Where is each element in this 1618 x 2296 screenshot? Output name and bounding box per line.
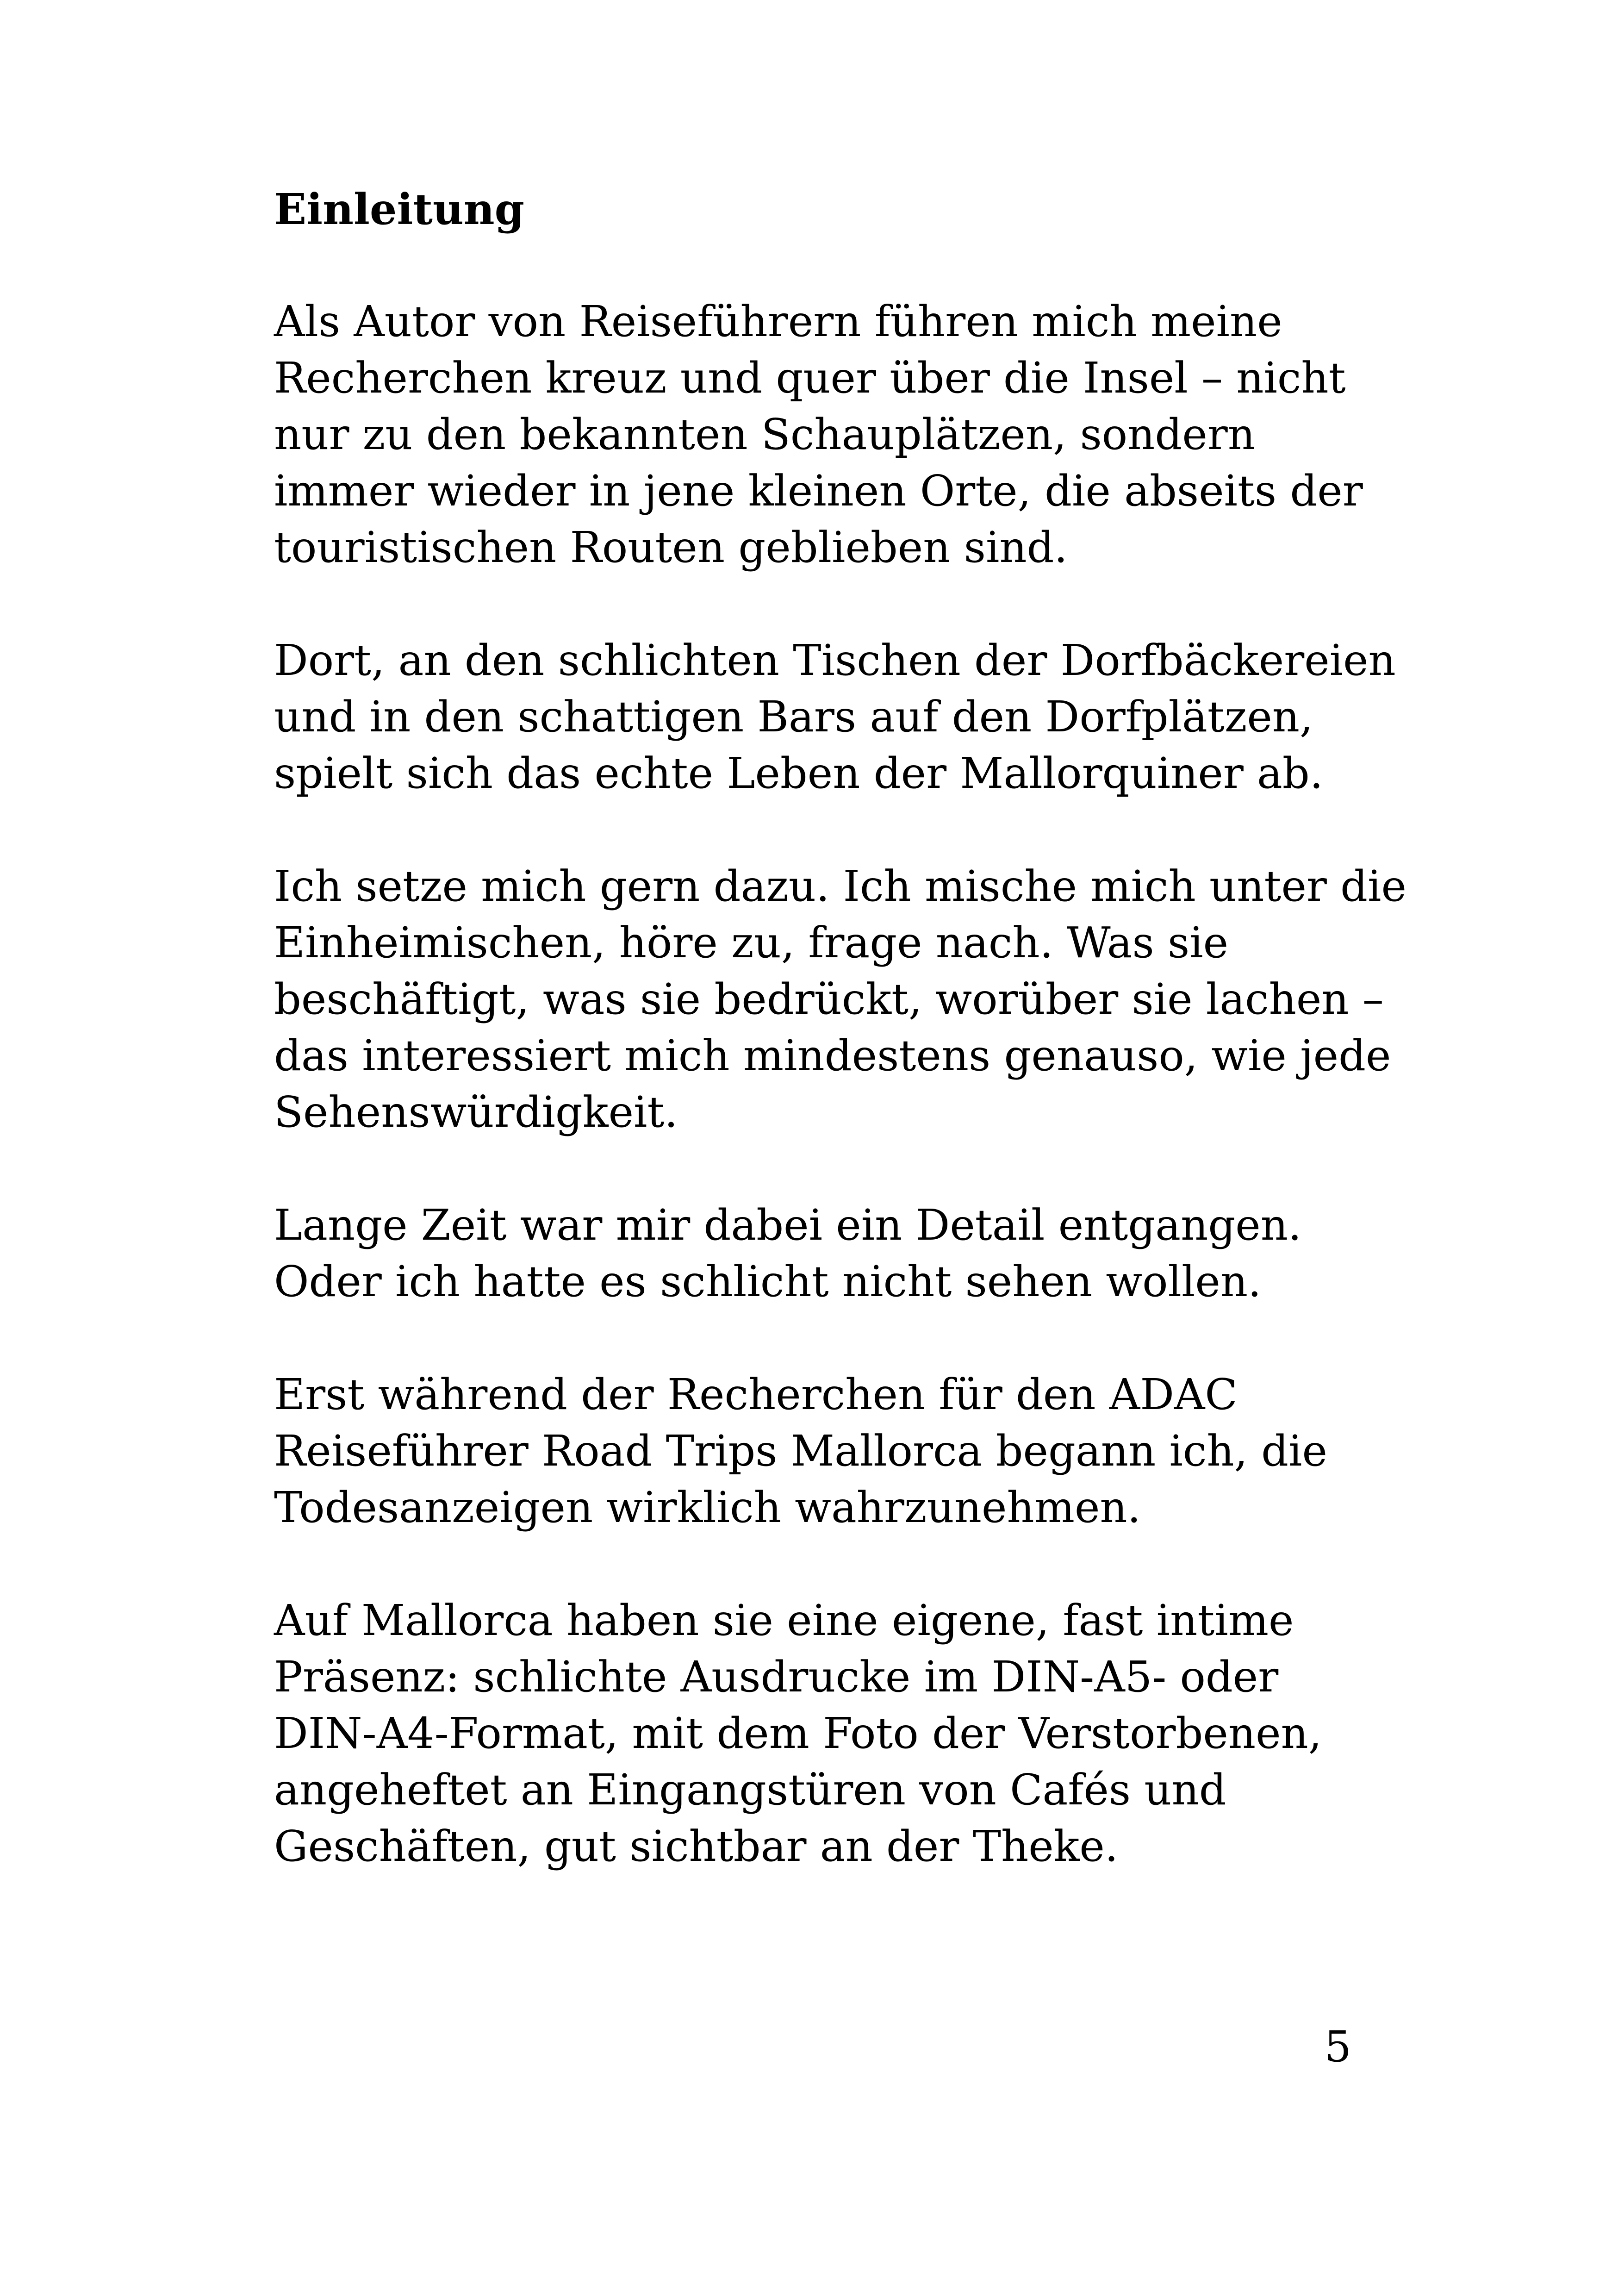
text-line: Oder ich hatte es schlicht nicht sehen wollen. (274, 1257, 1262, 1306)
paragraph-5 (274, 1366, 1366, 1536)
text-line: immer wieder in jene kleinen Orte, die abseits der (274, 466, 1363, 516)
text-line: touristischen Routen geblieben sind. (274, 523, 1068, 572)
text-line: Recherchen kreuz und quer über die Insel – nicht (274, 353, 1346, 403)
text-line: Einheimischen, höre zu, frage nach. Was sie (274, 918, 1229, 967)
paragraph-3 (274, 858, 1406, 1141)
text-line: Auf Mallorca haben sie eine eigene, fast intime (274, 1596, 1294, 1645)
text-line: und in den schattigen Bars auf den Dorfplätzen, (274, 692, 1313, 742)
text-line: Todesanzeigen wirklich wahrzunehmen. (274, 1483, 1141, 1532)
page-number: 5 (1324, 2022, 1351, 2071)
text-line: DIN-A4-Format, mit dem Foto der Verstorbenen, (274, 1709, 1322, 1758)
text-line: spielt sich das echte Leben der Mallorquiner ab. (274, 749, 1324, 798)
chapter-heading: Einleitung (274, 184, 524, 234)
text-line: Sehenswürdigkeit. (274, 1087, 678, 1137)
paragraph-6 (274, 1592, 1366, 1875)
text-line: nur zu den bekannten Schauplätzen, sondern (274, 410, 1255, 459)
paragraph-1 (274, 293, 1366, 576)
text-line: Reiseführer Road Trips Mallorca begann ich, die (274, 1426, 1327, 1476)
text-line: angeheftet an Eingangstüren von Cafés und (274, 1765, 1226, 1815)
paragraph-4 (274, 1197, 1366, 1310)
text-line: Ich setze mich gern dazu. Ich mische mich unter die (274, 861, 1406, 911)
text-line: das interessiert mich mindestens genauso, wie jede (274, 1031, 1391, 1080)
text-line: Dort, an den schlichten Tischen der Dorfbäckereien (274, 636, 1396, 685)
text-line: Als Autor von Reiseführern führen mich meine (274, 297, 1282, 346)
text-line: Erst während der Recherchen für den ADAC (274, 1370, 1238, 1419)
text-line: Geschäften, gut sichtbar an der Theke. (274, 1822, 1119, 1871)
text-line: Lange Zeit war mir dabei ein Detail entgangen. (274, 1200, 1302, 1250)
paragraph-2 (274, 632, 1396, 802)
text-line: Präsenz: schlichte Ausdrucke im DIN-A5- oder (274, 1652, 1279, 1702)
page-content (274, 181, 1406, 1931)
text-line: beschäftigt, was sie bedrückt, worüber sie lachen – (274, 974, 1384, 1024)
